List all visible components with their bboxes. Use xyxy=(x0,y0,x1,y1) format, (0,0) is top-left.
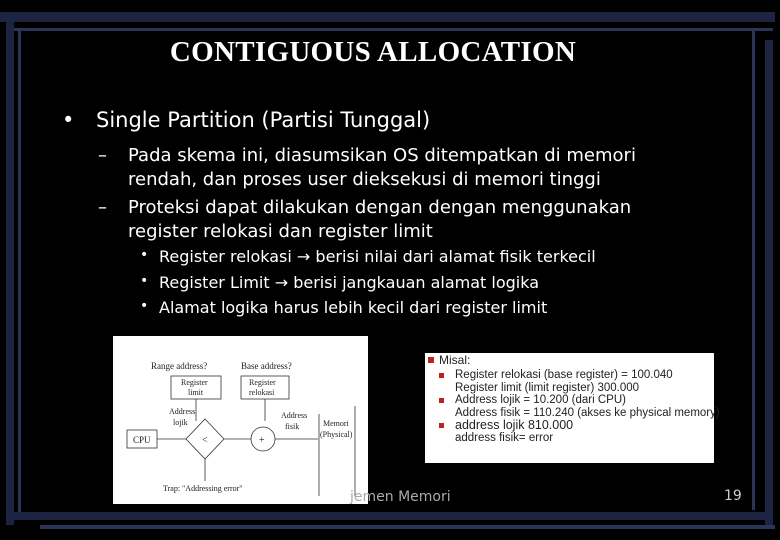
page-number: 19 xyxy=(724,488,742,504)
sub-bullet-2-line1: Proteksi dapat dilakukan dengan dengan menggunakan xyxy=(128,197,632,218)
sub-sub-bullet-2-b: berisi jangkauan alamat logika xyxy=(288,273,540,292)
less-than-symbol: < xyxy=(202,435,208,446)
sub-sub-bullet-1-b: berisi nilai dari alamat fisik terkecil xyxy=(310,247,596,266)
bullet-square-icon xyxy=(439,398,444,403)
frame-bar-top xyxy=(0,12,775,22)
trap-label: Trap: "Addressing error" xyxy=(163,484,243,493)
bullet-dot: • xyxy=(140,298,149,314)
plus-symbol: + xyxy=(259,435,265,446)
example-row: Register limit (limit register) 300.000 xyxy=(455,381,640,394)
bullet-square-icon xyxy=(439,423,444,428)
address-physical-label-2: fisik xyxy=(285,422,300,431)
register-limit-text-1: Register xyxy=(181,378,208,387)
example-row: address fisik= error xyxy=(455,431,554,444)
sub-sub-bullet-3-text: Alamat logika harus lebih kecil dari register limit xyxy=(159,298,548,317)
relocation-diagram xyxy=(113,336,368,504)
bullet-dot: • xyxy=(62,108,75,132)
register-relocation-text-2: relokasi xyxy=(249,388,275,397)
arrow-right-icon: → xyxy=(296,247,311,266)
sub-sub-bullet-2-a: Register Limit xyxy=(159,273,275,292)
dash-icon: – xyxy=(98,145,107,166)
sub-sub-bullet-1-a: Register relokasi xyxy=(159,247,297,266)
range-address-label: Range address? xyxy=(151,361,208,371)
sub-bullet-1-line2: rendah, dan proses user dieksekusi di memori tinggi xyxy=(128,169,601,190)
address-logic-label-1: Address xyxy=(169,407,196,416)
frame-bar-left xyxy=(6,20,14,525)
frame-line-top xyxy=(10,28,773,31)
example-rows xyxy=(439,369,720,444)
sub-bullet-2-line2: register relokasi dan register limit xyxy=(128,221,433,242)
cpu-label: CPU xyxy=(133,435,151,445)
frame-line-bottom xyxy=(40,525,775,529)
frame-bar-right xyxy=(765,40,773,525)
example-heading: Misal: xyxy=(439,353,471,367)
slide-title: CONTIGUOUS ALLOCATION xyxy=(169,36,577,68)
example-row: address lojik 810.000 xyxy=(439,419,720,432)
example-box xyxy=(425,353,720,463)
example-row: Address fisik = 110.240 (akses ke physical memory) xyxy=(455,406,720,419)
address-logic-label-2: lojik xyxy=(173,418,188,427)
memory-label-2: (Physical) xyxy=(320,430,353,439)
frame-bar-bottom xyxy=(10,512,770,520)
address-physical-label-1: Address xyxy=(281,411,308,420)
bullet-dot: • xyxy=(140,273,149,289)
register-limit-text-2: limit xyxy=(188,388,204,397)
example-row: Address lojik = 10.200 (dari CPU) xyxy=(439,394,720,407)
arrow-right-icon: → xyxy=(274,273,289,292)
dash-icon: – xyxy=(98,197,107,218)
register-relocation-text-1: Register xyxy=(249,378,276,387)
bullet-dot: • xyxy=(140,247,149,263)
base-address-label: Base address? xyxy=(241,361,292,371)
footer-text: jemen Memori xyxy=(350,489,451,505)
example-row: Register relokasi (base register) = 100.040 xyxy=(439,369,720,382)
memory-label-1: Memori xyxy=(323,419,349,428)
main-bullet-text: Single Partition (Partisi Tunggal) xyxy=(96,108,431,132)
frame-line-left xyxy=(18,30,21,518)
bullet-square-icon xyxy=(439,373,444,378)
bullet-square-icon xyxy=(428,357,434,363)
frame-line-right xyxy=(752,30,755,510)
sub-bullet-1-line1: Pada skema ini, diasumsikan OS ditempatkan di memori xyxy=(128,145,636,166)
